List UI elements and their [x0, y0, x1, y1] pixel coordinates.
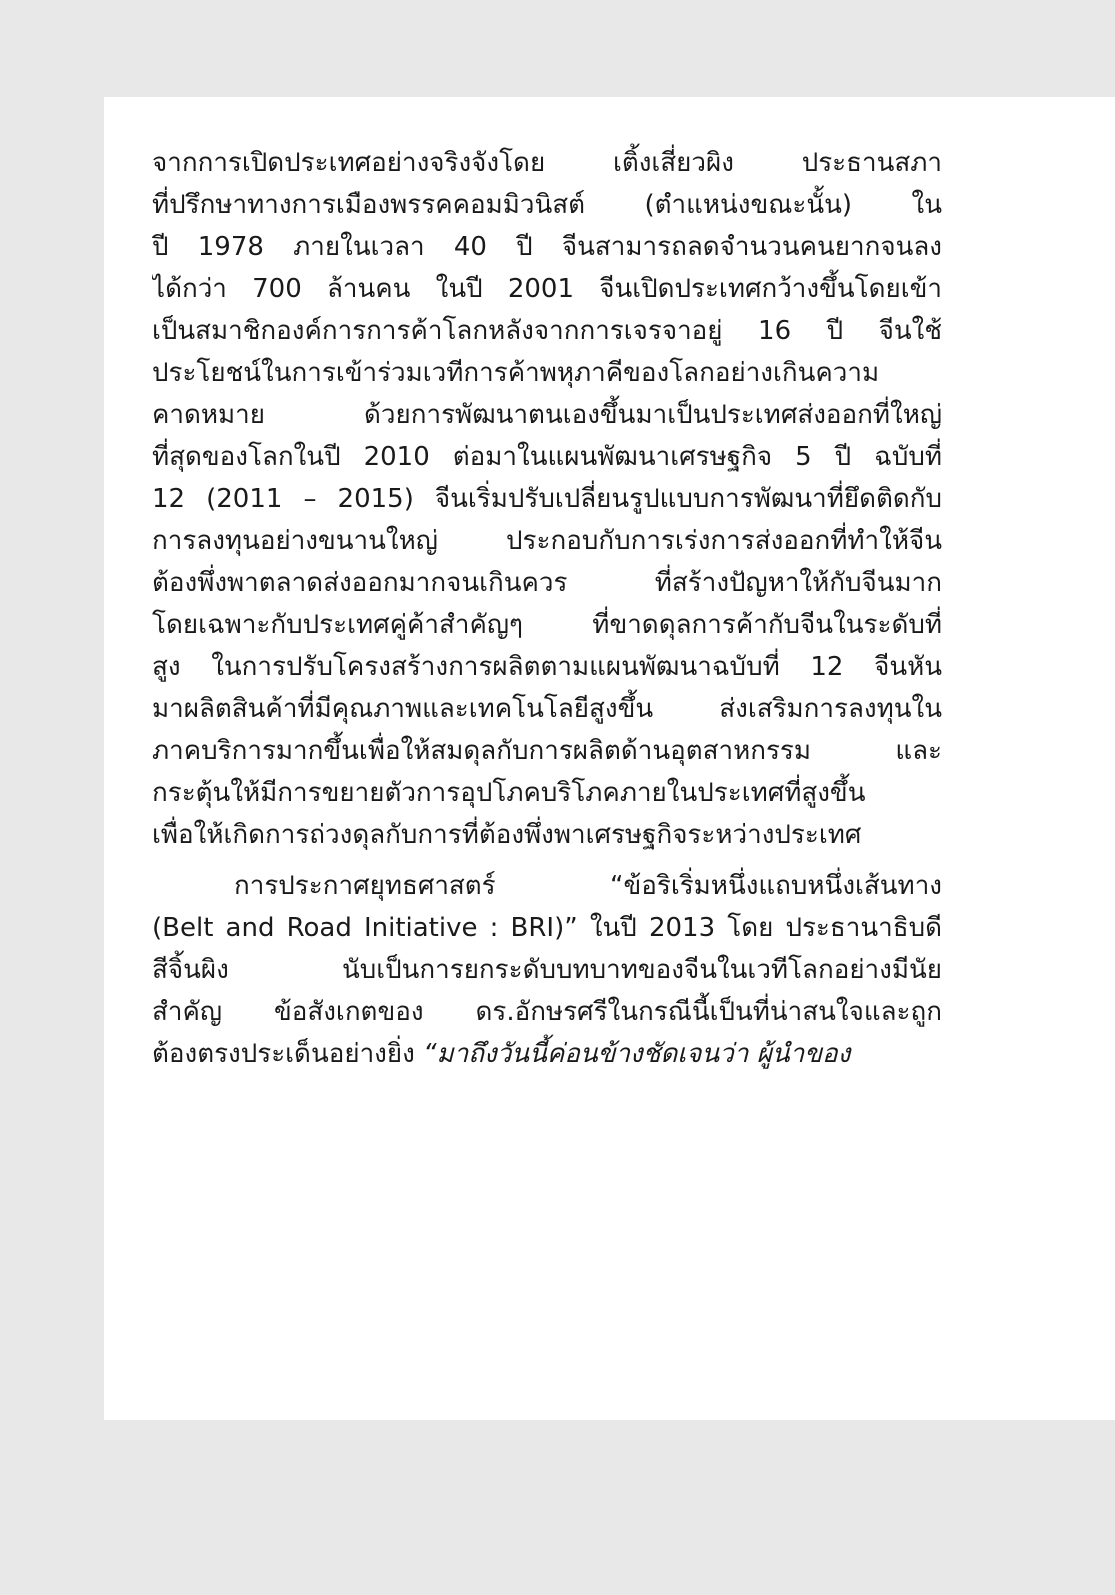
text-line: กระตุ้นให้มีการขยายตัวการอุปโภคบริโภคภายในประเทศที่สูงขึ้น — [152, 778, 866, 808]
text-line: สูง ในการปรับโครงสร้างการผลิตตามแผนพัฒนาฉบับที่ 12 จีนหัน — [152, 652, 942, 682]
document-page — [104, 97, 1115, 1420]
text-line: เพื่อให้เกิดการถ่วงดุลกับการที่ต้องพึ่งพาเศรษฐกิจระหว่างประเทศ — [152, 820, 862, 850]
text-line: 12 (2011 – 2015) จีนเริ่มปรับเปลี่ยนรูปแบบการพัฒนาที่ยึดติดกับ — [152, 484, 942, 514]
text-line — [152, 1033, 942, 1075]
text-line: ภาคบริการมากขึ้นเพื่อให้สมดุลกับการผลิตด้านอุตสาหกรรม และ — [152, 736, 942, 766]
text-line: (Belt and Road Initiative : BRI)” ในปี 2013 โดย ประธานาธิบดี — [152, 913, 942, 943]
text-line: ประโยชน์ในการเข้าร่วมเวทีการค้าพหุภาคีของโลกอย่างเกินความ — [152, 358, 880, 388]
text-line: ปี 1978 ภายในเวลา 40 ปี จีนสามารถลดจำนวนคนยากจนลง — [152, 232, 942, 262]
text-line: ที่ปรึกษาทางการเมืองพรรคคอมมิวนิสต์ (ตำแหน่งขณะนั้น) ใน — [152, 190, 942, 220]
text-line: โดยเฉพาะกับประเทศคู่ค้าสำคัญๆ ที่ขาดดุลการค้ากับจีนในระดับที่ — [152, 610, 942, 640]
italic-quote: “มาถึงวันนี้ค่อนข้างชัดเจนว่า ผู้นำของ — [423, 1039, 851, 1069]
text-line: เป็นสมาชิกองค์การการค้าโลกหลังจากการเจรจาอยู่ 16 ปี จีนใช้ — [152, 316, 942, 346]
text-line: ต้องพึ่งพาตลาดส่งออกมากจนเกินควร ที่สร้างปัญหาให้กับจีนมาก — [152, 568, 942, 598]
text-line: ที่สุดของโลกในปี 2010 ต่อมาในแผนพัฒนาเศรษฐกิจ 5 ปี ฉบับที่ — [152, 442, 942, 472]
text-line: สีจิ้นผิง นับเป็นการยกระดับบทบาทของจีนในเวทีโลกอย่างมีนัย — [152, 955, 942, 985]
text-line: ได้กว่า 700 ล้านคน ในปี 2001 จีนเปิดประเทศกว้างขึ้นโดยเข้า — [152, 274, 942, 304]
text-line: คาดหมาย ด้วยการพัฒนาตนเองขึ้นมาเป็นประเทศส่งออกที่ใหญ่ — [152, 400, 942, 430]
text-line: สำคัญ ข้อสังเกตของ ดร.อักษรศรีในกรณีนี้เป็นที่น่าสนใจและถูก — [152, 997, 942, 1027]
text-line-start: ต้องตรงประเด็นอย่างยิ่ง — [152, 1039, 415, 1069]
text-line: การลงทุนอย่างขนานใหญ่ ประกอบกับการเร่งการส่งออกที่ทำให้จีน — [152, 526, 942, 556]
text-line: การประกาศยุทธศาสตร์ “ข้อริเริ่มหนึ่งแถบหนึ่งเส้นทาง — [234, 871, 942, 901]
body-text — [152, 142, 942, 1075]
text-line: มาผลิตสินค้าที่มีคุณภาพและเทคโนโลยีสูงขึ้น ส่งเสริมการลงทุนใน — [152, 694, 942, 724]
text-line: จากการเปิดประเทศอย่างจริงจังโดย เติ้งเสี่ยวผิง ประธานสภา — [152, 148, 942, 178]
